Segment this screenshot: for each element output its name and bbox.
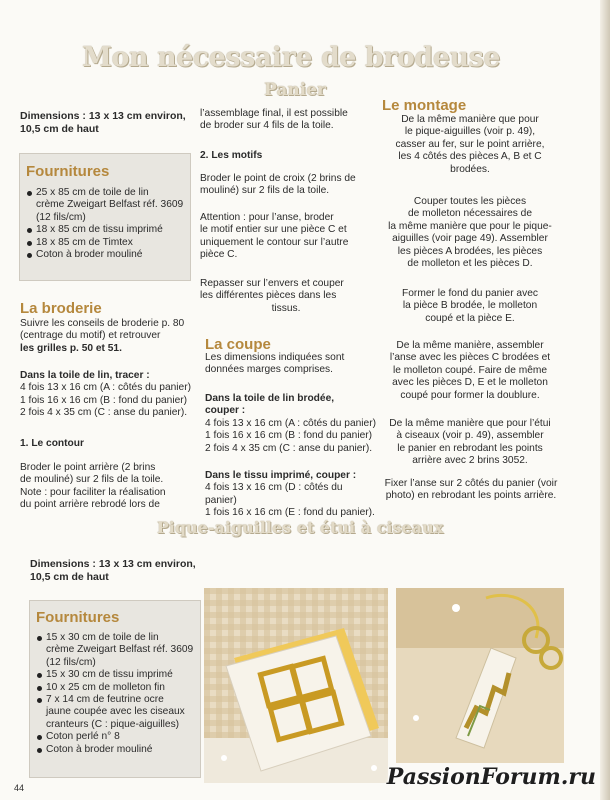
fournitures-list (36, 632, 194, 756)
list-item: Coton perlé n° 8 (36, 731, 194, 743)
motifs-text: Broder le point de croix (2 brins de mouliné) sur 2 fils de la toile. (200, 173, 356, 197)
montage-p5: De la même manière que pour l’étui à ciseaux (voir p. 49), assembler le panier en rebrodant les points arrière avec 2 brins 3052. (389, 418, 551, 467)
heading-le-contour: 1. Le contour (20, 438, 84, 449)
fournitures-heading: Fournitures (26, 163, 110, 180)
list-item: 15 x 30 cm de toile de lin crème Zweigart Belfast réf. 3609 (12 fils/cm) (36, 632, 194, 669)
photo-pique-aiguilles (204, 588, 388, 783)
montage-p3: Former le fond du panier avec la pièce B brodée, le molleton coupé et la pièce E. (402, 288, 538, 324)
list-item: 10 x 25 cm de molleton fin (36, 682, 194, 694)
repasser-text: Repasser sur l’envers et couper les différentes pièces dans les tissus. (200, 278, 344, 314)
dimensions-pique-aiguilles: Dimensions : 13 x 13 cm environ, 10,5 cm de haut (30, 558, 196, 583)
montage-p1: De la même manière que pour le pique-aiguilles (voir p. 49), casser au fer, sur le point arrière, les 4 côtés des pièces A, B et C brodées. (395, 114, 545, 175)
section-subtitle-pique-aiguilles: Pique-aiguilles et étui à ciseaux (156, 518, 444, 537)
fournitures-heading: Fournitures (36, 609, 120, 626)
watermark: PassionForum.ru (386, 764, 596, 790)
broderie-intro: Suivre les conseils de broderie p. 80 (centrage du motif) et retrouver les grilles p. 50 et 51. (20, 318, 185, 354)
page-number: 44 (14, 783, 25, 793)
list-item: 18 x 85 cm de Timtex (26, 237, 184, 249)
page-title: Mon nécessaire de brodeuse (82, 42, 500, 73)
heading-le-montage: Le montage (382, 97, 467, 114)
montage-p6: Fixer l’anse sur 2 côtés du panier (voir photo) en rebrodant les points arrière. (384, 478, 558, 502)
broderie-tracer: Dans la toile de lin, tracer : 4 fois 13 x 16 cm (A : côtés du panier) 1 fois 16 x 16 cm (B : fond du panier) 2 fois 4 x 35 cm (C : anse du panier). (20, 370, 192, 419)
list-item: Coton à broder mouliné (36, 744, 194, 756)
section-subtitle-panier: Panier (264, 80, 326, 100)
page-spine-shadow (600, 0, 610, 800)
list-item: 15 x 30 cm de tissu imprimé (36, 669, 194, 681)
heading-la-coupe: La coupe (205, 336, 271, 353)
fournitures-box-panier (19, 153, 191, 281)
list-item: 7 x 14 cm de feutrine ocre jaune coupée avec les ciseaux cranteurs (C : pique-aiguilles) (36, 694, 194, 731)
montage-p2: Couper toutes les pièces de molleton nécessaires de la même manière que pour le pique- aiguilles (voir page 49). Assembler les pièces A brodées, les pièces de molleton et les pièces D. (388, 196, 552, 270)
list-item: 25 x 85 cm de toile de lin crème Zweigart Belfast réf. 3609 (12 fils/cm) (26, 187, 184, 224)
assemblage-text: l’assemblage final, il est possible de broder sur 4 fils de la toile. (200, 108, 348, 132)
fournitures-box-pique-aiguilles (29, 600, 201, 778)
coupe-intro: Les dimensions indiquées sont données marges comprises. (205, 352, 345, 376)
coupe-imprime: Dans le tissu imprimé, couper : 4 fois 13 x 16 cm (D : côtés du panier) 1 fois 16 x 16 cm (E : fond du panier). (205, 470, 375, 519)
heading-la-broderie: La broderie (20, 300, 102, 317)
list-item: Coton à broder mouliné (26, 249, 184, 261)
heading-les-motifs: 2. Les motifs (200, 150, 263, 161)
dimensions-panier: Dimensions : 13 x 13 cm environ, 10,5 cm de haut (20, 110, 186, 135)
coupe-lin: Dans la toile de lin brodée, couper : 4 fois 13 x 16 cm (A : côtés du panier) 1 fois 16 x 16 cm (B : fond du panier) 2 fois 4 x 35 cm (C : anse du panier). (205, 393, 377, 454)
list-item: 18 x 85 cm de tissu imprimé (26, 224, 184, 236)
fournitures-list (26, 187, 184, 261)
attention-text: Attention : pour l’anse, broder le motif entier sur une pièce C et uniquement le contour sur l’autre pièce C. (200, 212, 349, 261)
montage-p4: De la même manière, assembler l’anse avec les pièces C brodées et le molleton coupé. Faire de même avec les pièces D, E et le molleton coupé pour former la doublure. (389, 340, 551, 401)
contour-text: Broder le point arrière (2 brins de mouliné) sur 2 fils de la toile. Note : pour faciliter la réalisation du point arrière rebrodé lors de (20, 462, 166, 511)
photo-etui-a-ciseaux (396, 588, 564, 763)
